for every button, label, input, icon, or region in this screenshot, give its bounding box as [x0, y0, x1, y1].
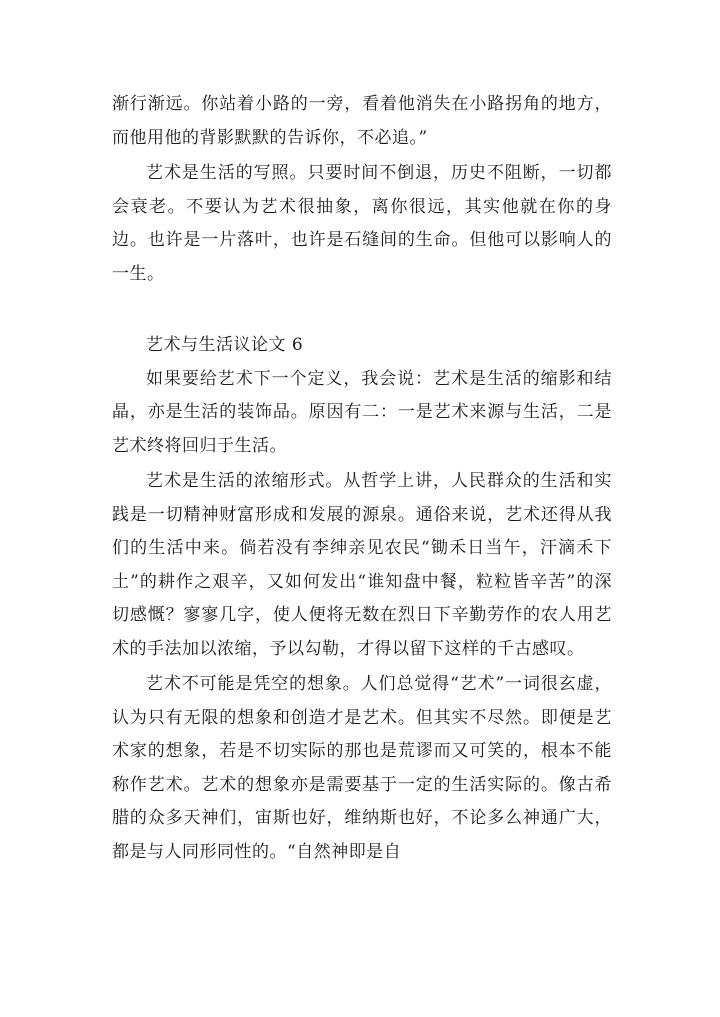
document-body [112, 88, 612, 869]
paragraph-art-reflection: 艺术是生活的写照。只要时间不倒退，历史不阻断，一切都会衰老。不要认为艺术很抽象，离你很远，其实他就在你的身边。也许是一片落叶，也许是石缝间的生命。但他可以影响人的一生。 [112, 163, 612, 284]
paragraph-definition: 如果要给艺术下一个定义，我会说：艺术是生活的缩影和结晶，亦是生活的装饰品。原因有二：一是艺术来源与生活，二是艺术终将回归于生活。 [112, 368, 612, 456]
paragraph-imagination: 艺术不可能是凭空的想象。人们总觉得“艺术”一词很玄虚，认为只有无限的想象和创造才是艺术。但其实不尽然。即便是艺术家的想象，若是不切实际的那也是荒谬而又可笑的，根本不能称作艺术。艺术的想象亦是需要基于一定的生活实际的。像古希腊的众多天神们，宙斯也好，维纳斯也好，不论多么神通广大，都是与人同形同性的。“自然神即是自 [112, 674, 612, 862]
section-title: 艺术与生活议论文 6 [146, 335, 304, 355]
paragraph-continuation: 渐行渐远。你站着小路的一旁，看着他消失在小路拐角的地方，而他用他的背影默默的告诉你，不必追。” [112, 94, 612, 148]
paragraph-condensed-form: 艺术是生活的浓缩形式。从哲学上讲，人民群众的生活和实践是一切精神财富形成和发展的源泉。通俗来说，艺术还得从我们的生活中来。倘若没有李绅亲见农民“锄禾日当午，汗滴禾下土”的耕作之艰辛，又如何发出“谁知盘中餐，粒粒皆辛苦”的深切感慨？寥寥几字，使人便将无数在烈日下辛勤劳作的农人用艺术的手法加以浓缩，予以勾勒，才得以留下这样的千古感叹。 [112, 471, 612, 659]
